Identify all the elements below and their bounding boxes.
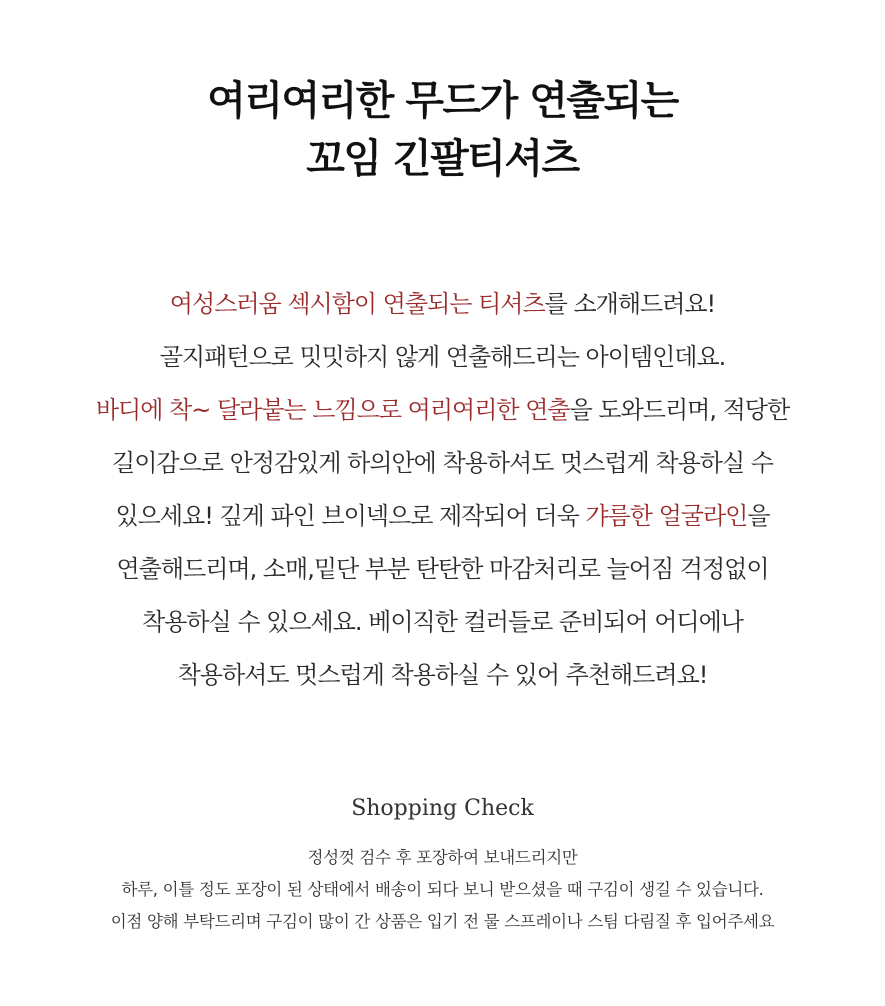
notes-line-2: 하루, 이틀 정도 포장이 된 상태에서 배송이 되다 보니 받으셨을 때 구김이 생길 수 있습니다.: [121, 880, 764, 899]
product-description: [0, 278, 885, 702]
notes-line-3: 이점 양해 부탁드리며 구김이 많이 간 상품은 입기 전 물 스프레이나 스팀 다림질 후 입어주세요: [110, 912, 775, 931]
shopping-check-notes: [0, 842, 885, 938]
description-line-6: 연출해드리며, 소매,밑단 부분 탄탄한 마감처리로 늘어짐 걱정없이: [116, 555, 769, 583]
description-line-1: [0, 278, 885, 331]
description-text: 있으세요! 깊게 파인 브이넥으로 제작되어 더욱: [115, 502, 586, 530]
description-line-7: 착용하실 수 있으세요. 베이직한 컬러들로 준비되어 어디에나: [141, 608, 743, 636]
product-title: [0, 72, 885, 188]
description-text: 을 도와드리며, 적당한: [569, 396, 790, 424]
description-text: 을: [747, 502, 770, 530]
notes-line-1: 정성껏 검수 후 포장하여 보내드리지만: [307, 848, 578, 867]
description-line-4: 길이감으로 안정감있게 하의안에 착용하셔도 멋스럽게 착용하실 수: [112, 449, 773, 477]
title-line-1: 여리여리한 무드가 연출되는: [207, 78, 678, 124]
title-line-2: 꼬임 긴팔티셔츠: [306, 136, 579, 182]
description-line-8: 착용하셔도 멋스럽게 착용하실 수 있어 추천해드려요!: [177, 661, 708, 689]
description-line-3: [0, 384, 885, 437]
description-text: 를 소개해드려요!: [544, 290, 716, 318]
highlight-text: 갸름한 얼굴라인: [585, 502, 748, 530]
description-line-2: 골지패턴으로 밋밋하지 않게 연출해드리는 아이템인데요.: [159, 343, 726, 371]
highlight-text: 여성스러움 섹시함이 연출되는 티셔츠: [169, 290, 545, 318]
shopping-check-heading: Shopping Check: [351, 796, 534, 821]
description-line-5: [0, 490, 885, 543]
highlight-text: 바디에 착~ 달라붙는 느낌으로 여리여리한 연출: [95, 396, 570, 424]
